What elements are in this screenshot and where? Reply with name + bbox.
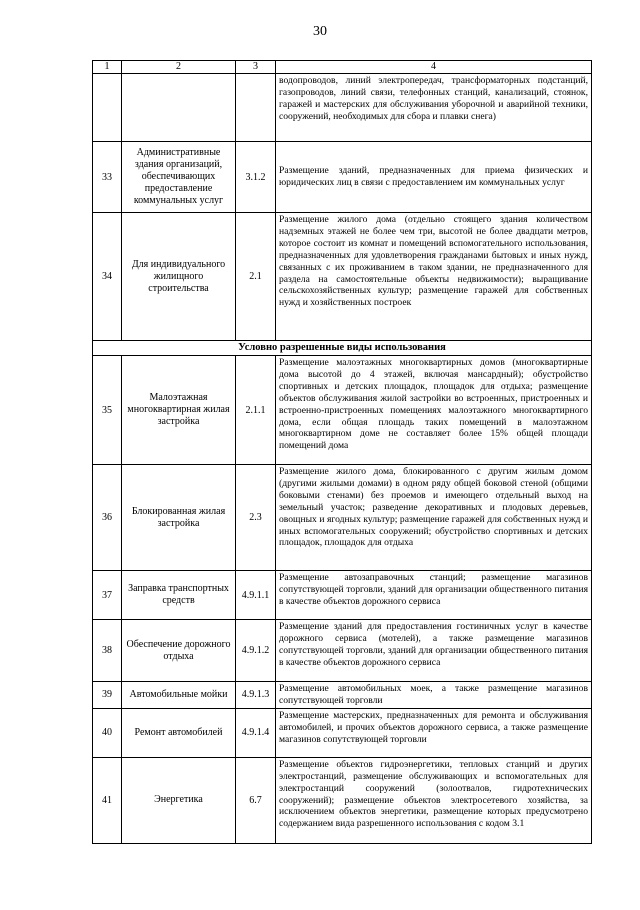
row-code: 6.7 <box>236 757 276 843</box>
row-number: 38 <box>93 620 122 682</box>
header-col-1: 1 <box>93 61 122 74</box>
row-description: Размещение объектов гидроэнергетики, тепловых станций и других электростанций, размещение обслуживающих и вспомогательных для электростанций сооружений (золоотвалов, гидротехнических сооружений); размещение объектов электросетевого хозяйства, за исключением объектов энергетики, размещение которых предусмотрено содержанием вида разрешенного использования с кодом 3.1 <box>276 757 592 843</box>
header-col-4: 4 <box>276 61 592 74</box>
row-name: Ремонт автомобилей <box>122 708 236 757</box>
table-row <box>93 682 592 709</box>
header-col-2: 2 <box>122 61 236 74</box>
row-description: Размещение автомобильных моек, а также размещение магазинов сопутствующей торговли <box>276 682 592 709</box>
row-name: Для индивидуального жилищного строительства <box>122 213 236 341</box>
row-number: 35 <box>93 356 122 465</box>
table-row <box>93 142 592 213</box>
row-name: Малоэтажная многоквартирная жилая застройка <box>122 356 236 465</box>
row-code: 4.9.1.3 <box>236 682 276 709</box>
row-description: Размещение мастерских, предназначенных для ремонта и обслуживания автомобилей, и прочих объектов дорожного сервиса, а также размещение магазинов сопутствующей торговли <box>276 708 592 757</box>
row-description: Размещение зданий, предназначенных для приема физических и юридических лиц в связи с предоставлением им коммунальных услуг <box>276 142 592 213</box>
row-code: 2.1.1 <box>236 356 276 465</box>
land-use-table <box>92 60 592 844</box>
table-row <box>93 708 592 757</box>
row-description: Размещение жилого дома (отдельно стоящего здания количеством надземных этажей не более чем три, высотой не более двадцати метров, которое состоит из комнат и помещений вспомогательного использования, предназначенных для удовлетворения гражданами бытовых и иных нужд, связанных с их проживанием в таком здании, не предназначенного для раздела на самостоятельные объекты недвижимости); выращивание сельскохозяйственных культур; размещение гаражей для собственных нужд и хозяйственных построек <box>276 213 592 341</box>
row-number: 37 <box>93 571 122 620</box>
table-row <box>93 620 592 682</box>
table-header-row <box>93 61 592 74</box>
row-code: 2.3 <box>236 465 276 571</box>
row-number: 41 <box>93 757 122 843</box>
row-number: 33 <box>93 142 122 213</box>
section-title: Условно разрешенные виды использования <box>93 341 592 356</box>
row-number: 39 <box>93 682 122 709</box>
table-row <box>93 213 592 341</box>
header-col-3: 3 <box>236 61 276 74</box>
row-name: Заправка транспортных средств <box>122 571 236 620</box>
row-description: Размещение малоэтажных многоквартирных домов (многоквартирные дома высотой до 4 этажей, включая мансардный); обустройство спортивных и детских площадок, площадок для отдыха; размещение объектов обслуживания жилой застройки во встроенных, пристроенных и встроенно-пристроенных помещениях малоэтажного многоквартирного дома, если общая площадь таких помещений в малоэтажном многоквартирном доме не составляет более 15% общей площади помещений дома <box>276 356 592 465</box>
table-row <box>93 356 592 465</box>
section-row <box>93 341 592 356</box>
row-code: 4.9.1.1 <box>236 571 276 620</box>
row-description: Размещение автозаправочных станций; размещение магазинов сопутствующей торговли, зданий для организации общественного питания в качестве объектов дорожного сервиса <box>276 571 592 620</box>
row-code: 3.1.2 <box>236 142 276 213</box>
row-description: Размещение жилого дома, блокированного с другим жилым домом (другими жилыми домами) в одном ряду общей боковой стеной (общими боковыми стенами) без проемов и имеющего отдельный выход на земельный участок; разведение декоративных и плодовых деревьев, овощных и ягодных культур; размещение гаражей для собственных нужд и иных вспомогательных сооружений; обустройство спортивных и детских площадок, площадок для отдыха <box>276 465 592 571</box>
row-number: 40 <box>93 708 122 757</box>
row-name: Блокированная жилая застройка <box>122 465 236 571</box>
row-name: Обеспечение дорожного отдыха <box>122 620 236 682</box>
row-code: 4.9.1.4 <box>236 708 276 757</box>
row-name: Административные здания организаций, обеспечивающих предоставление коммунальных услуг <box>122 142 236 213</box>
continuation-row <box>93 74 592 142</box>
row-name: Энергетика <box>122 757 236 843</box>
row-code: 4.9.1.2 <box>236 620 276 682</box>
row-code: 2.1 <box>236 213 276 341</box>
row-number: 34 <box>93 213 122 341</box>
continuation-text: водопроводов, линий электропередач, трансформаторных подстанций, газопроводов, линий связи, телефонных станций, канализаций, стоянок, гаражей и мастерских для обслуживания уборочной и аварийной техники, сооружений, необходимых для сбора и плавки снега) <box>276 74 592 142</box>
row-number: 36 <box>93 465 122 571</box>
page-number: 30 <box>313 24 327 39</box>
table-row <box>93 571 592 620</box>
table-row <box>93 465 592 571</box>
row-description: Размещение зданий для предоставления гостиничных услуг в качестве дорожного сервиса (мотелей), а также размещение магазинов сопутствующей торговли, зданий для организации общественного питания в качестве объектов дорожного сервиса <box>276 620 592 682</box>
row-name: Автомобильные мойки <box>122 682 236 709</box>
table-row <box>93 757 592 843</box>
